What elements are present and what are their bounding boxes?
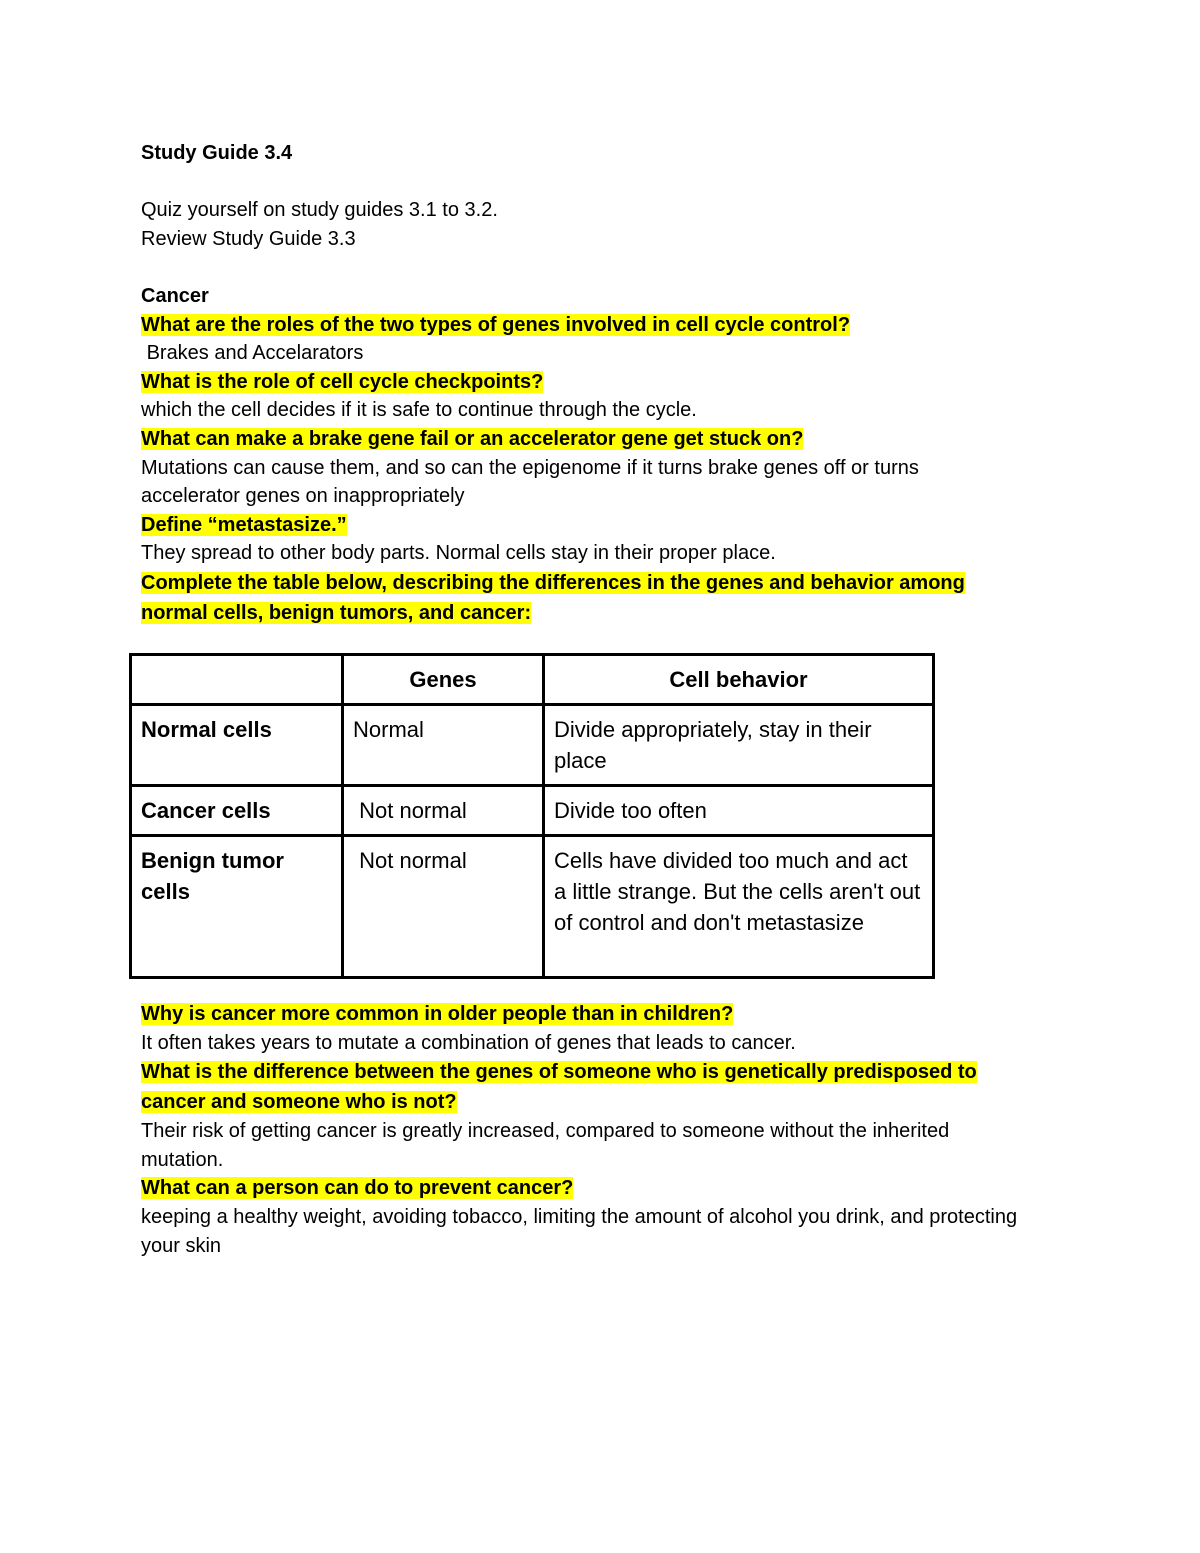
- table-header-row: [131, 655, 934, 705]
- question-5: [141, 1000, 1061, 1029]
- table-prompt: [141, 568, 1061, 628]
- document-title: Study Guide 3.4: [141, 142, 293, 164]
- question-4-text: Define “metastasize.”: [141, 513, 347, 536]
- spacer: [141, 168, 1061, 197]
- table-row: [131, 705, 934, 786]
- row-label-benign-tumor-cells: Benign tumor cells: [131, 836, 343, 978]
- question-2: [141, 368, 1061, 397]
- document-body-continued: [141, 1000, 1061, 1260]
- question-3-text: What can make a brake gene fail or an accelerator gene get stuck on?: [141, 427, 804, 450]
- question-7-text: What can a person can do to prevent cancer?: [141, 1177, 574, 1200]
- cell-genes-normal: Normal: [343, 705, 544, 786]
- table-header-cell-behavior: Cell behavior: [544, 655, 934, 705]
- intro-line-1: Quiz yourself on study guides 3.1 to 3.2.: [141, 199, 498, 222]
- comparison-table: [129, 653, 935, 979]
- question-6: [141, 1057, 1061, 1117]
- cell-genes-benign: Not normal: [343, 836, 544, 978]
- question-6-line-2: cancer and someone who is not?: [141, 1091, 457, 1114]
- table-prompt-line-1: Complete the table below, describing the differences in the genes and behavior among: [141, 571, 965, 594]
- cell-behavior-benign: Cells have divided too much and act a little strange. But the cells aren't out of control and don't metastasize: [544, 836, 934, 978]
- table-prompt-line-2: normal cells, benign tumors, and cancer:: [141, 601, 532, 624]
- answer-1: Brakes and Accelarators: [141, 342, 364, 365]
- table-row: [131, 786, 934, 836]
- table-row: [131, 836, 934, 978]
- document-body: [141, 139, 1061, 628]
- question-4: [141, 511, 1061, 540]
- question-3: [141, 425, 1061, 454]
- table-header-empty: [131, 655, 343, 705]
- row-label-normal-cells: Normal cells: [131, 705, 343, 786]
- question-1: [141, 311, 1061, 340]
- answer-2: which the cell decides if it is safe to continue through the cycle.: [141, 399, 697, 422]
- answer-5: It often takes years to mutate a combination of genes that leads to cancer.: [141, 1031, 796, 1054]
- row-label-cancer-cells: Cancer cells: [131, 786, 343, 836]
- cell-genes-cancer: Not normal: [343, 786, 544, 836]
- question-7: [141, 1174, 1061, 1203]
- intro-line-2: Review Study Guide 3.3: [141, 227, 356, 250]
- answer-6: Their risk of getting cancer is greatly increased, compared to someone without the inherited mutation.: [141, 1120, 955, 1171]
- cell-behavior-cancer: Divide too often: [544, 786, 934, 836]
- answer-7: keeping a healthy weight, avoiding tobacco, limiting the amount of alcohol you drink, and protecting your skin: [141, 1205, 1023, 1257]
- answer-3: Mutations can cause them, and so can the epigenome if it turns brake genes off or turns accelerator genes on inappropriately: [141, 456, 925, 508]
- table-header-genes: Genes: [343, 655, 544, 705]
- question-1-text: What are the roles of the two types of genes involved in cell cycle control?: [141, 313, 851, 336]
- section-heading: Cancer: [141, 284, 209, 307]
- question-5-text: Why is cancer more common in older people than in children?: [141, 1003, 734, 1025]
- answer-4: They spread to other body parts. Normal cells stay in their proper place.: [141, 542, 776, 565]
- spacer: [141, 253, 1061, 282]
- question-6-line-1: What is the difference between the genes of someone who is genetically predisposed to: [141, 1061, 977, 1084]
- question-2-text: What is the role of cell cycle checkpoints?: [141, 370, 544, 393]
- cell-behavior-normal: Divide appropriately, stay in their place: [544, 705, 934, 786]
